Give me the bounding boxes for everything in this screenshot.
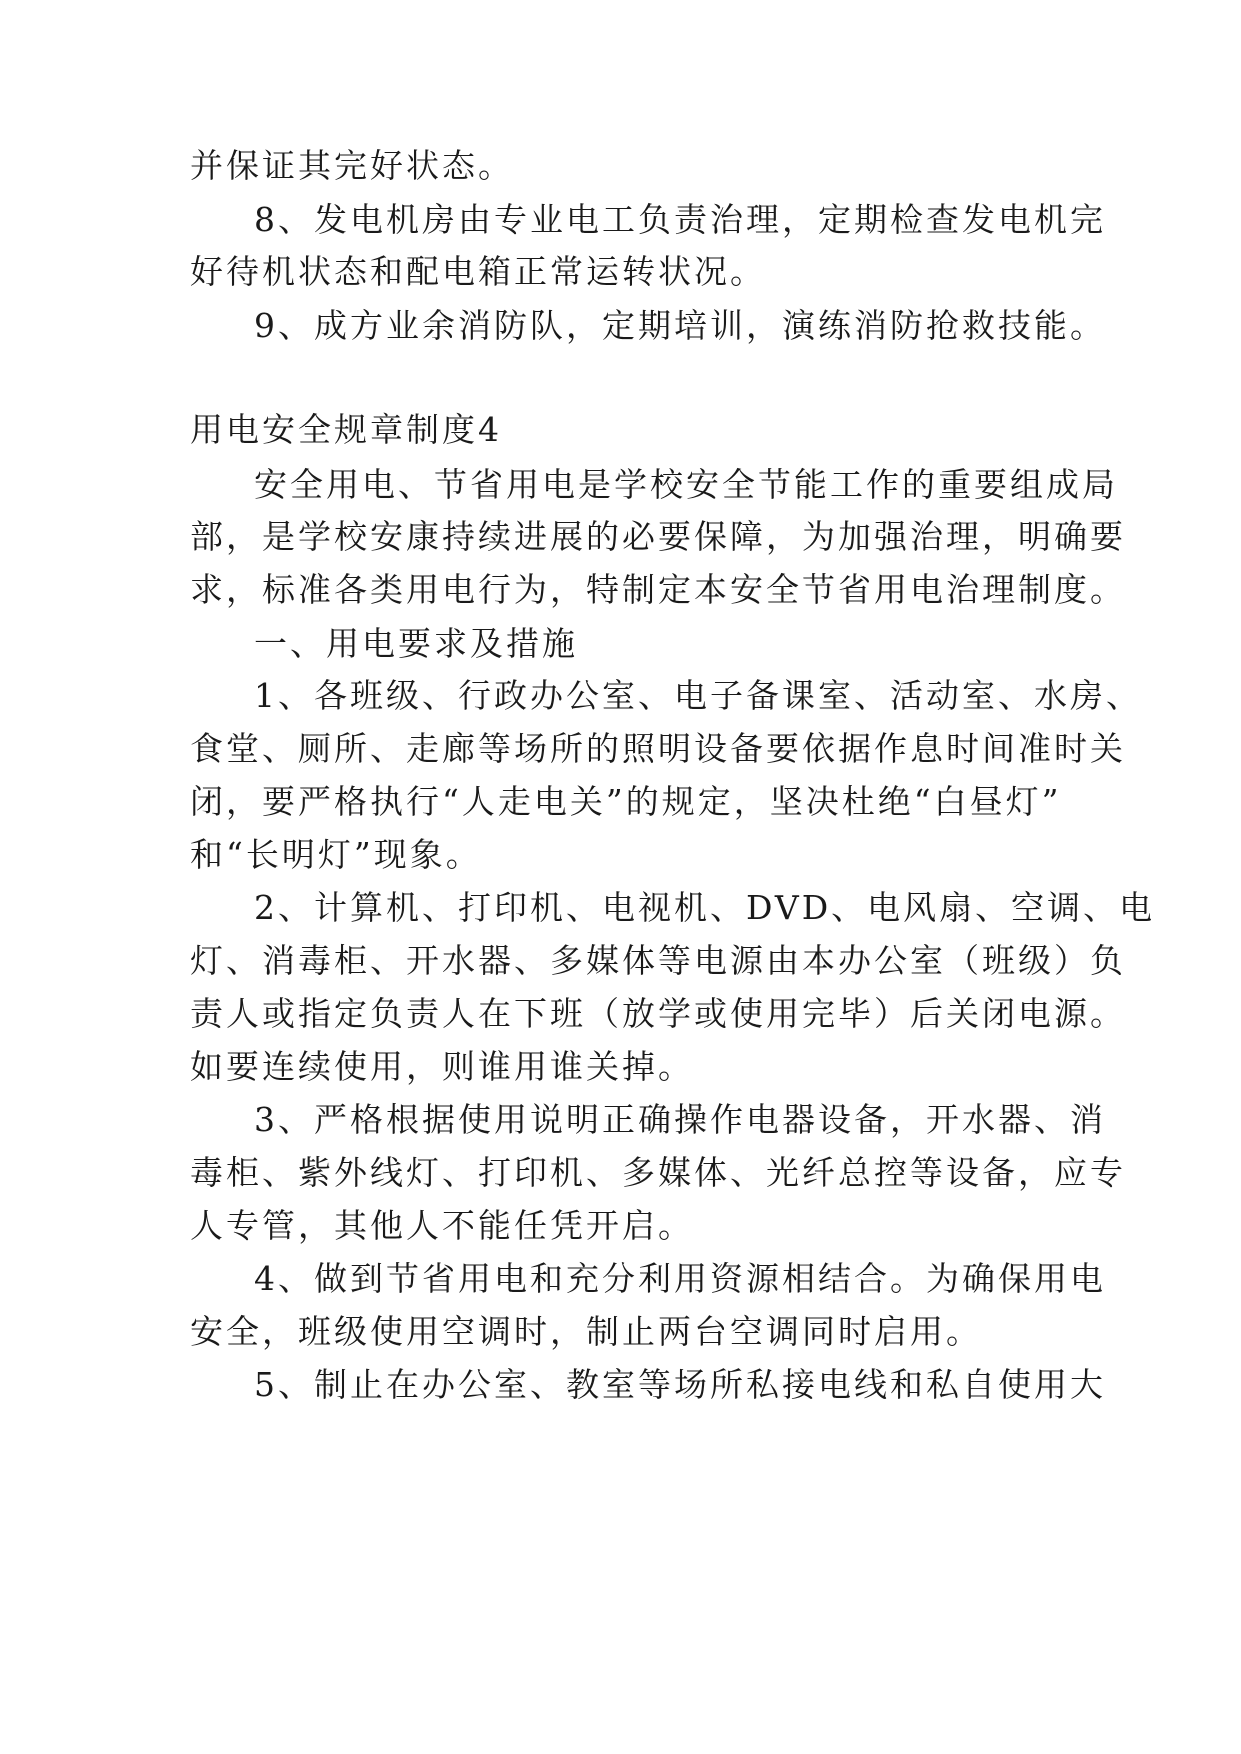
text-line: 如要连续使用，则谁用谁关掉。 — [190, 1047, 694, 1086]
text-line: 9、成方业余消防队，定期培训，演练消防抢救技能。 — [254, 306, 1106, 345]
section-heading: 用电安全规章制度4 — [190, 410, 502, 449]
text-line: 部，是学校安康持续进展的必要保障，为加强治理，明确要 — [190, 517, 1126, 556]
text-line: 并保证其完好状态。 — [190, 146, 514, 185]
text-line: 毒柜、紫外线灯、打印机、多媒体、光纤总控等设备，应专 — [190, 1153, 1126, 1192]
text-line: 3、严格根据使用说明正确操作电器设备，开水器、消 — [254, 1100, 1106, 1139]
text-line: 好待机状态和配电箱正常运转状况。 — [190, 252, 766, 291]
text-line: 责人或指定负责人在下班（放学或使用完毕）后关闭电源。 — [190, 994, 1126, 1033]
text-line: 安全用电、节省用电是学校安全节能工作的重要组成局 — [254, 465, 1118, 504]
text-line: 灯、消毒柜、开水器、多媒体等电源由本办公室（班级）负 — [190, 941, 1126, 980]
text-line: 求，标准各类用电行为，特制定本安全节省用电治理制度。 — [190, 570, 1126, 609]
text-line: 2、计算机、打印机、电视机、DVD、电风扇、空调、电 — [254, 888, 1156, 927]
text-line: 4、做到节省用电和充分利用资源相结合。为确保用电 — [254, 1259, 1106, 1298]
text-line: 安全，班级使用空调时，制止两台空调同时启用。 — [190, 1312, 982, 1351]
text-line: 8、发电机房由专业电工负责治理，定期检查发电机完 — [254, 200, 1106, 239]
text-line: 人专管，其他人不能任凭开启。 — [190, 1206, 694, 1245]
subsection-heading: 一、用电要求及措施 — [254, 624, 578, 663]
text-line: 5、制止在办公室、教室等场所私接电线和私自使用大 — [254, 1365, 1106, 1404]
text-line: 和“长明灯”现象。 — [190, 835, 482, 874]
text-line: 食堂、厕所、走廊等场所的照明设备要依据作息时间准时关 — [190, 729, 1126, 768]
text-line: 闭，要严格执行“人走电关”的规定，坚决杜绝“白昼灯” — [190, 782, 1062, 821]
text-line: 1、各班级、行政办公室、电子备课室、活动室、水房、 — [254, 676, 1142, 715]
